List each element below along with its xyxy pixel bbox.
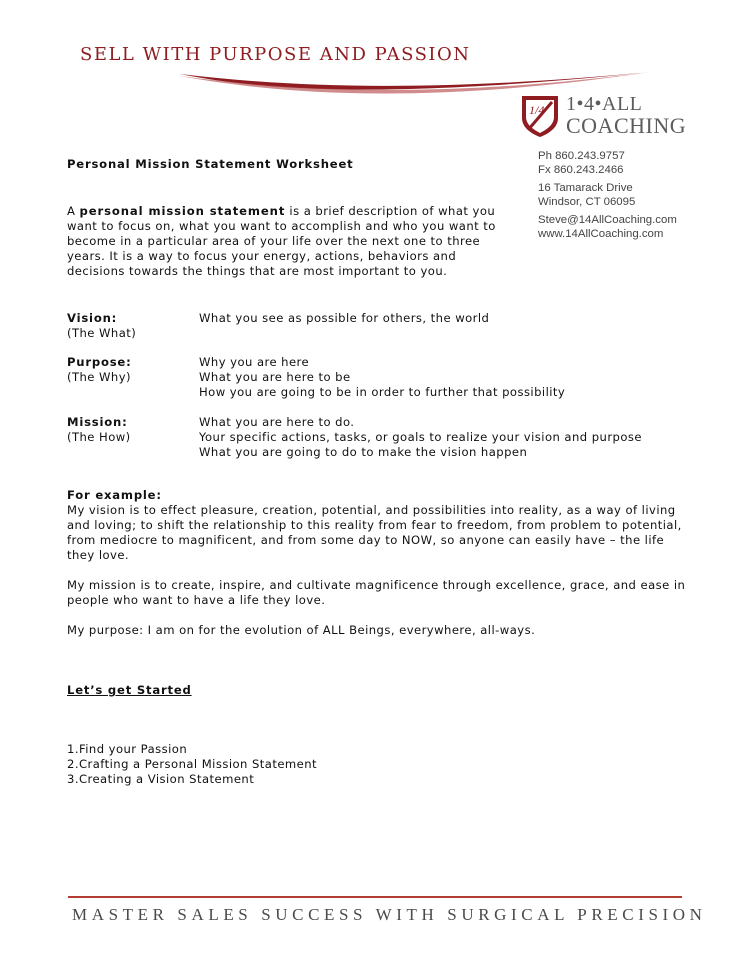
purpose-definition: [199, 355, 565, 400]
purpose-label: Purpose:: [67, 355, 132, 369]
purpose-line: How you are going to be in order to further that possibility: [199, 385, 566, 399]
city-address: Windsor, CT 06095: [538, 196, 636, 208]
shield-icon: [520, 94, 560, 138]
mission-term: [67, 415, 131, 445]
mission-line: What you are here to do.: [199, 415, 355, 429]
purpose-line: Why you are here: [199, 355, 310, 369]
phone: Ph 860.243.9757: [538, 150, 625, 162]
purpose-sub: (The Why): [67, 370, 132, 384]
intro-lead: A: [67, 204, 80, 218]
steps-list: [67, 742, 317, 787]
purpose-line: What you are here to be: [199, 370, 351, 384]
mission-label: Mission:: [67, 415, 128, 429]
purpose-term: [67, 355, 132, 385]
get-started-heading: Let’s get Started: [67, 683, 192, 697]
example-vision-paragraph: My vision is to effect pleasure, creation, potential, and possibilities into reality, as a way of living and loving; to shift the relationship to this reality from fear to freedom, from problem to potential, from mediocre to magnificent, and from some day to NOW, so anyone can easily have – the life they love.: [67, 503, 682, 562]
vision-sub: (The What): [67, 326, 137, 340]
list-item: 1.Find your Passion: [67, 742, 188, 756]
example-heading: For example:: [67, 488, 162, 502]
website-link[interactable]: www.14AllCoaching.com: [538, 228, 664, 240]
fax: Fx 860.243.2466: [538, 164, 624, 176]
list-item: 2.Crafting a Personal Mission Statement: [67, 757, 318, 771]
logo-mark: 1/4: [529, 103, 545, 117]
vision-definition: [199, 311, 489, 326]
banner-title: SELL WITH PURPOSE AND PASSION: [80, 44, 471, 65]
mission-sub: (The How): [67, 430, 131, 444]
street-address: 16 Tamarack Drive: [538, 182, 633, 194]
mission-definition: [199, 415, 642, 460]
logo-wordmark: [566, 94, 696, 136]
vision-line: What you see as possible for others, the world: [199, 311, 490, 325]
vision-label: Vision:: [67, 311, 118, 325]
mission-line: What you are going to do to make the vision happen: [199, 445, 528, 459]
footer-divider: [68, 896, 682, 898]
list-item: 3.Creating a Vision Statement: [67, 772, 255, 786]
example-purpose-paragraph: My purpose: I am on for the evolution of ALL Beings, everywhere, all-ways.: [67, 623, 536, 637]
example-mission-paragraph: My mission is to create, inspire, and cultivate magnificence through excellence, grace, and ease in people who want to have a life they love.: [67, 578, 686, 607]
intro-paragraph: [67, 204, 507, 279]
intro-term: personal mission statement: [79, 204, 286, 218]
vision-term: [67, 311, 136, 341]
mission-line: Your specific actions, tasks, or goals to realize your vision and purpose: [199, 430, 642, 444]
logo-line-2: COACHING: [566, 113, 687, 138]
email-link[interactable]: Steve@14AllCoaching.com: [538, 214, 677, 226]
intro-rest: is a brief description of what you want to focus on, what you want to accomplish and who you want to become in a particular area of your life over the next one to three years. It is a way to focus your energy, actions, behaviors and decisions towards the things that are most important to you.: [67, 204, 496, 278]
contact-block: [538, 149, 677, 241]
logo-line-1: 1•4•ALL: [566, 93, 643, 115]
page-title: Personal Mission Statement Worksheet: [67, 157, 354, 171]
footer-tagline: MASTER SALES SUCCESS WITH SURGICAL PRECISION: [72, 905, 707, 924]
company-logo: [520, 94, 690, 140]
